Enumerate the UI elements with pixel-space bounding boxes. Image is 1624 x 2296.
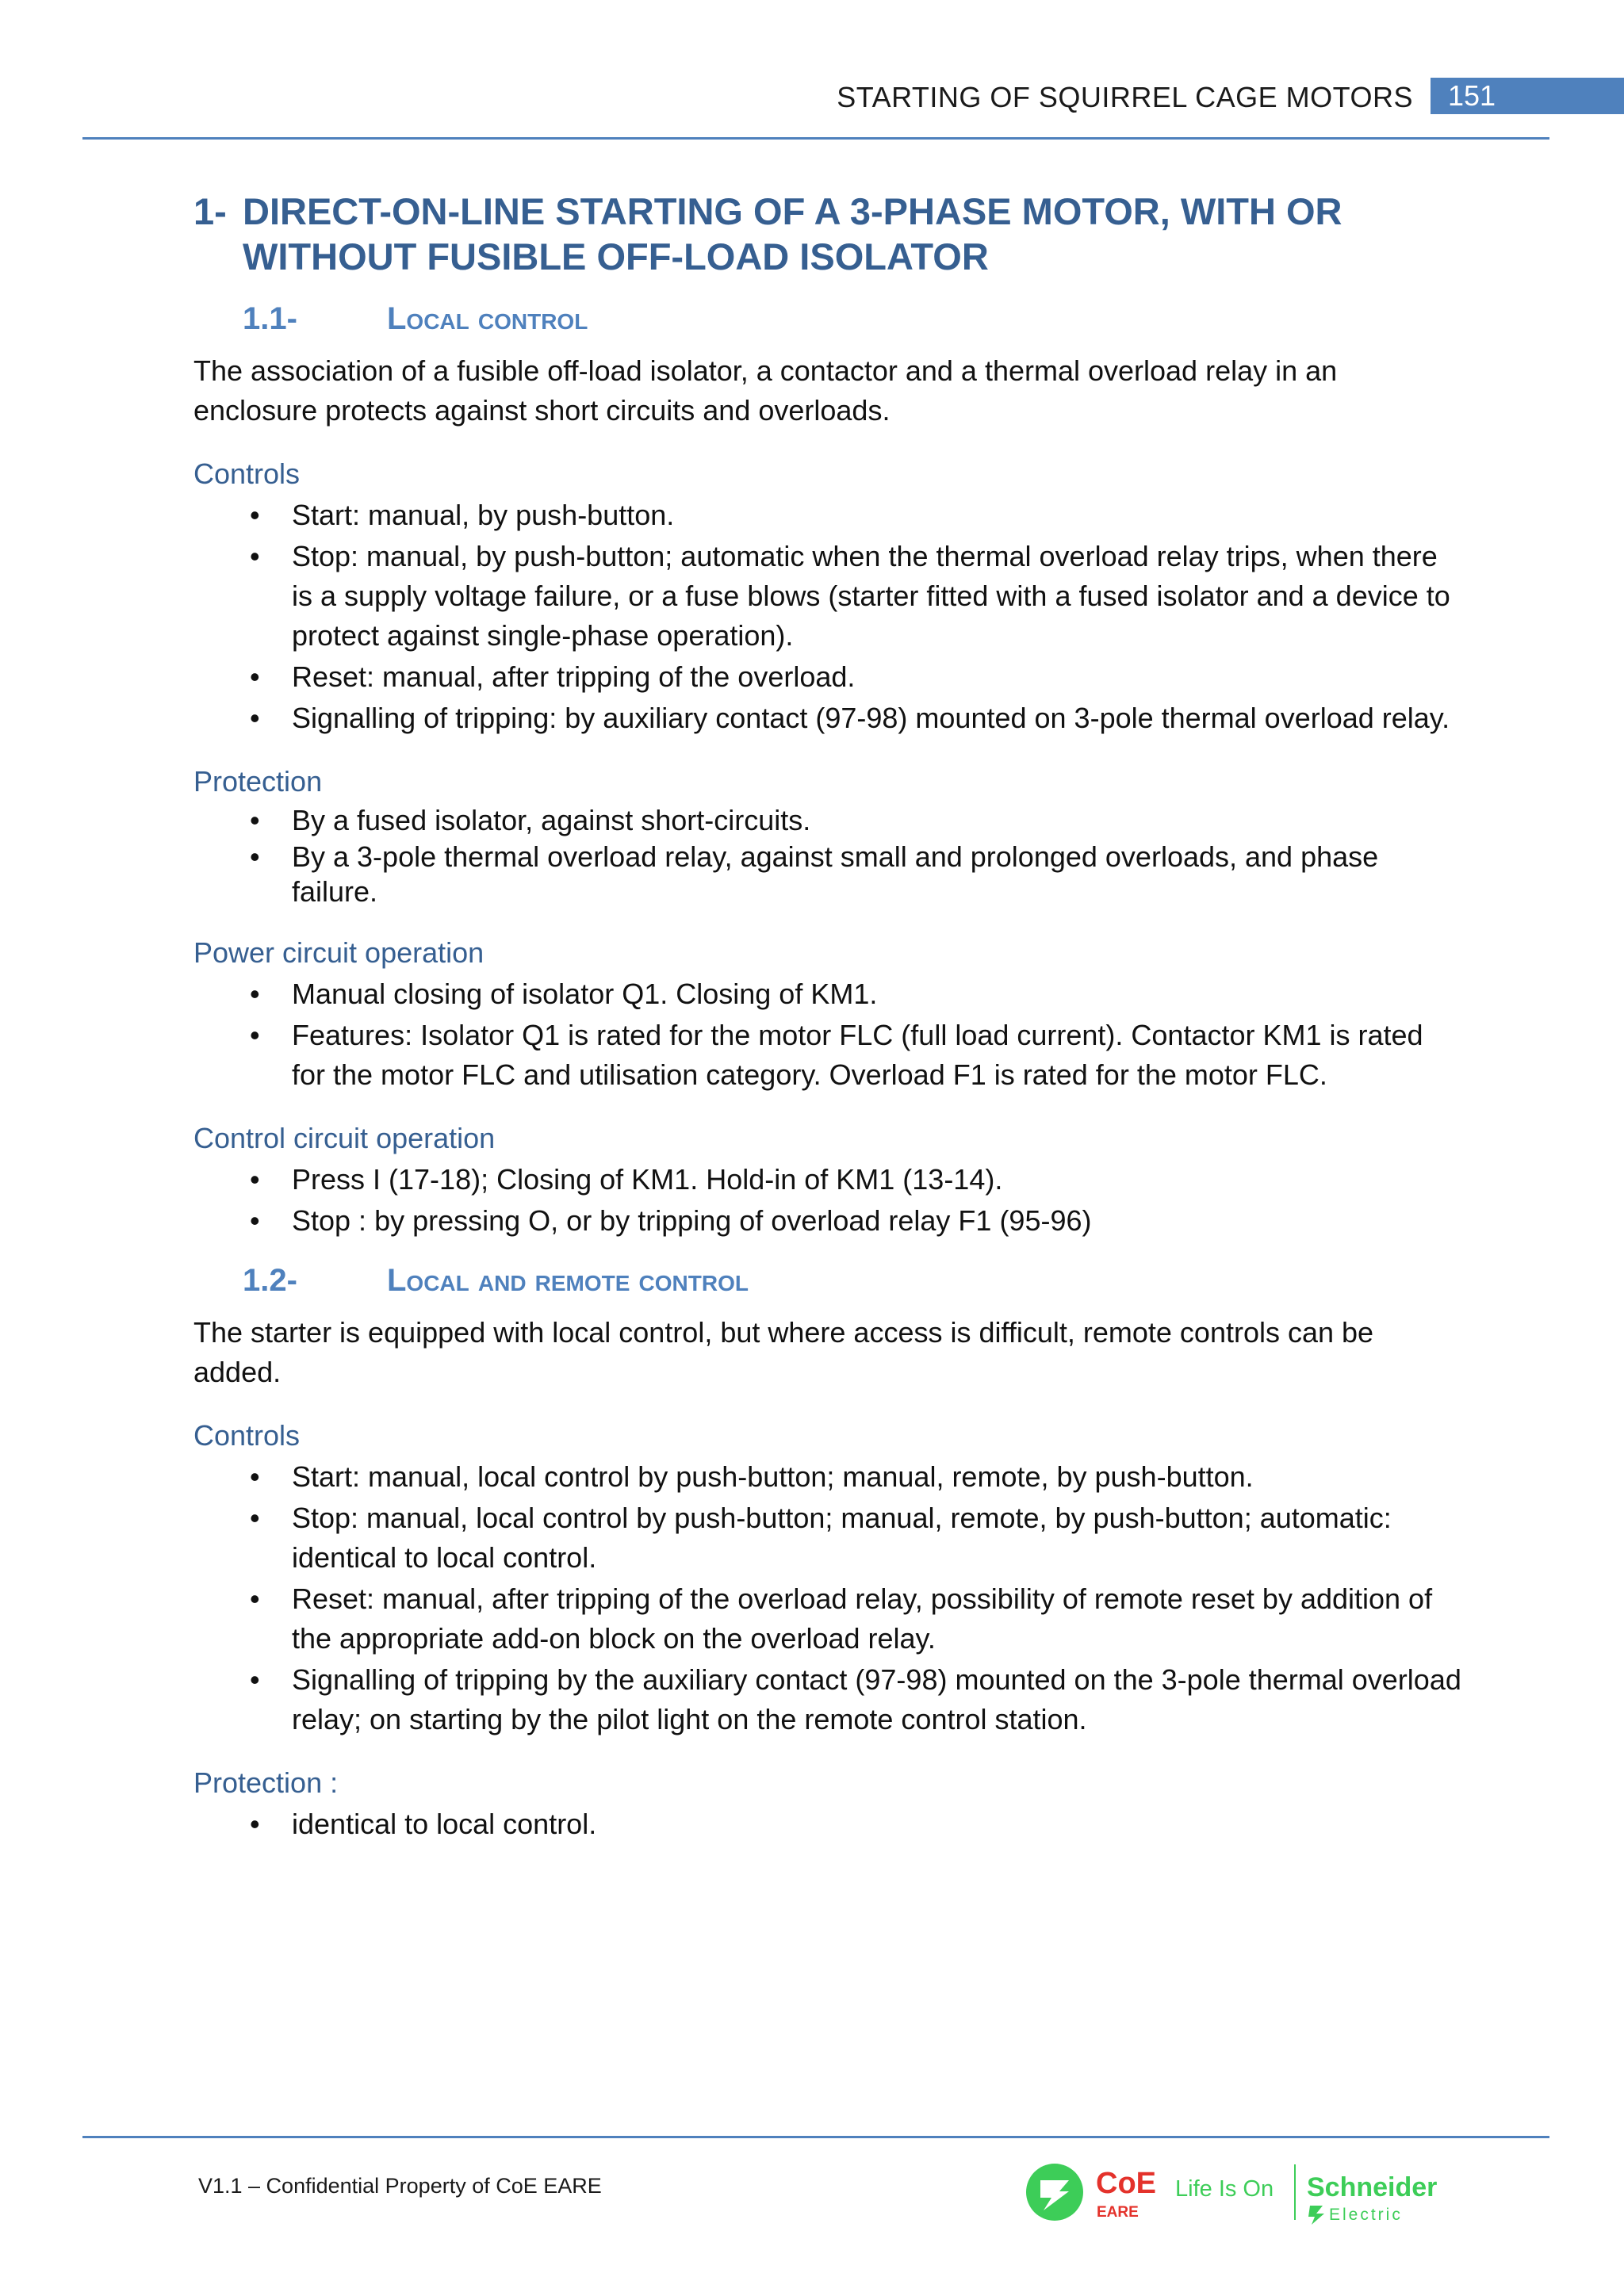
list-item xyxy=(193,974,1462,1014)
list-item-text: Stop: manual, by push-button; automatic when the thermal overload relay trips, when there is a supply voltage failure, or a fuse blows (starter fitted with a fused isolator and a device to protect against single-phase operation). xyxy=(292,540,1450,652)
coe-logo-icon xyxy=(1026,2164,1083,2221)
section-number: 1- xyxy=(193,190,227,232)
section-title-line-2: WITHOUT FUSIBLE OFF-LOAD ISOLATOR xyxy=(243,235,989,277)
bullet-icon: • xyxy=(250,804,260,836)
bullet-icon: • xyxy=(250,1663,260,1696)
running-header xyxy=(0,78,1624,114)
bullet-list xyxy=(193,496,1462,738)
logo-tagline: Life Is On xyxy=(1175,2176,1274,2202)
list-item xyxy=(193,698,1462,738)
list-item-text: Start: manual, local control by push-button; manual, remote, by push-button. xyxy=(292,1460,1254,1493)
bullet-icon: • xyxy=(250,499,260,531)
list-item-text: Manual closing of isolator Q1. Closing of KM1. xyxy=(292,978,878,1010)
list-item-text: identical to local control. xyxy=(292,1808,597,1840)
bullet-icon: • xyxy=(250,660,260,693)
paragraph: The starter is equipped with local control, but where access is difficult, remote controls can be added. xyxy=(193,1316,1374,1388)
subsection-number: 1.2- xyxy=(243,1263,297,1298)
bullet-icon: • xyxy=(250,1163,260,1196)
list-item-text: Features: Isolator Q1 is rated for the motor FLC (full load current). Contactor KM1 is rated for the motor FLC and utilisation category. Overload F1 is rated for the motor FLC. xyxy=(292,1019,1423,1091)
logo-electric-text: Electric xyxy=(1329,2206,1403,2224)
subheading-protection: Protection : xyxy=(193,1766,339,1799)
subheading-protection: Protection xyxy=(193,765,323,798)
logo-coe-text: CoE xyxy=(1096,2167,1156,2200)
bullet-icon: • xyxy=(250,540,260,572)
list-item-text: Press I (17-18); Closing of KM1. Hold-in of KM1 (13-14). xyxy=(292,1163,1003,1196)
list-item-text: Start: manual, by push-button. xyxy=(292,499,675,531)
list-item xyxy=(193,1804,1462,1844)
list-item-text: Reset: manual, after tripping of the overload relay, possibility of remote reset by addition of the appropriate add-on block on the overload relay. xyxy=(292,1582,1433,1655)
list-item xyxy=(193,1201,1462,1241)
list-item-text: Signalling of tripping by the auxiliary contact (97-98) mounted on the 3-pole thermal overload relay; on starting by the pilot light on the remote control station. xyxy=(292,1663,1461,1735)
bullet-icon: • xyxy=(250,1502,260,1534)
list-item xyxy=(193,1457,1462,1497)
bullet-list xyxy=(193,974,1462,1095)
bullet-list xyxy=(193,1804,1462,1844)
subheading-control-circuit: Control circuit operation xyxy=(193,1122,496,1154)
logo-divider xyxy=(1294,2164,1296,2220)
header-rule xyxy=(82,137,1549,140)
bullet-icon: • xyxy=(250,978,260,1010)
list-item xyxy=(193,1579,1462,1659)
subheading-power-circuit: Power circuit operation xyxy=(193,936,485,969)
running-title: STARTING OF SQUIRREL CAGE MOTORS xyxy=(837,81,1413,113)
logo-eare-text: EARE xyxy=(1097,2204,1139,2221)
bullet-icon: • xyxy=(250,1582,260,1615)
subheading-controls: Controls xyxy=(193,1419,301,1452)
subsection-title: Local and remote control xyxy=(387,1263,749,1298)
section-heading-1 xyxy=(193,189,1462,279)
list-item-text: Reset: manual, after tripping of the overload. xyxy=(292,660,856,693)
list-item xyxy=(193,803,1462,838)
schneider-logo-icon xyxy=(1308,2206,1324,2225)
logo-schneider-text: Schneider xyxy=(1307,2172,1438,2202)
bullet-icon: • xyxy=(250,1808,260,1840)
paragraph: The association of a fusible off-load isolator, a contactor and a thermal overload relay in an enclosure protects against short circuits and overloads. xyxy=(193,354,1338,427)
section-title xyxy=(243,189,1342,279)
bullet-icon: • xyxy=(250,702,260,734)
list-item-text: By a fused isolator, against short-circuits. xyxy=(292,804,811,836)
footer-confidentiality: V1.1 – Confidential Property of CoE EARE xyxy=(198,2174,602,2198)
list-item-text: Stop : by pressing O, or by tripping of overload relay F1 (95-96) xyxy=(292,1204,1092,1237)
list-item xyxy=(193,840,1462,909)
bullet-list xyxy=(193,1160,1462,1241)
list-item xyxy=(193,537,1462,656)
list-item-text: Signalling of tripping: by auxiliary contact (97-98) mounted on 3-pole thermal overload relay. xyxy=(292,702,1450,734)
list-item xyxy=(193,1660,1462,1739)
subheading-controls: Controls xyxy=(193,457,301,490)
subsection-heading-local-control xyxy=(243,301,1462,337)
bullet-icon: • xyxy=(250,840,260,873)
list-item xyxy=(193,496,1462,535)
list-item-text: Stop: manual, local control by push-button; manual, remote, by push-button; automatic: identical to local control. xyxy=(292,1502,1392,1574)
page-number: 151 xyxy=(1431,78,1624,114)
list-item-text: By a 3-pole thermal overload relay, against small and prolonged overloads, and phase failure. xyxy=(292,840,1379,908)
bullet-list xyxy=(193,1457,1462,1739)
list-item xyxy=(193,657,1462,697)
page-content xyxy=(193,189,1462,1844)
subsection-number: 1.1- xyxy=(243,301,297,336)
bullet-list xyxy=(193,803,1462,909)
subsection-title: Local control xyxy=(387,301,588,336)
footer-logos xyxy=(1023,2156,1467,2228)
section-title-line-1: DIRECT-ON-LINE STARTING OF A 3-PHASE MOTOR, WITH OR xyxy=(243,190,1342,232)
list-item xyxy=(193,1498,1462,1578)
bullet-icon: • xyxy=(250,1460,260,1493)
bullet-icon: • xyxy=(250,1019,260,1051)
list-item xyxy=(193,1160,1462,1200)
subsection-heading-local-remote-control xyxy=(243,1263,1462,1299)
footer-rule xyxy=(82,2136,1549,2138)
bullet-icon: • xyxy=(250,1204,260,1237)
list-item xyxy=(193,1016,1462,1095)
